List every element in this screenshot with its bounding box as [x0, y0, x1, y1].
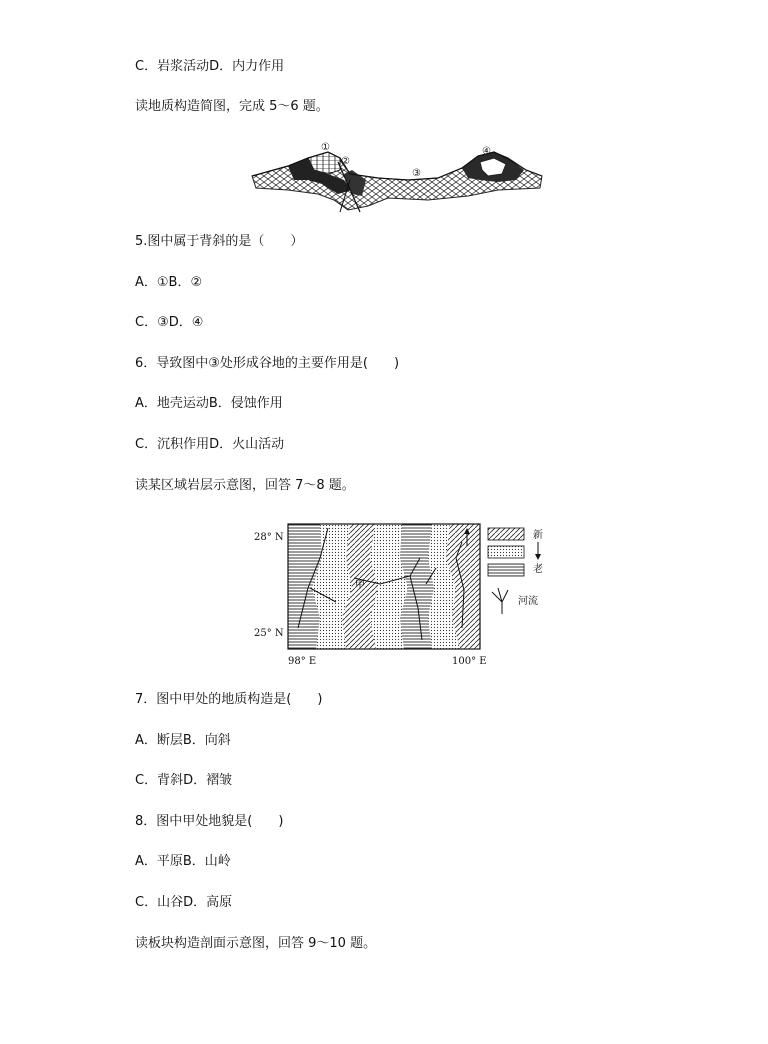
lon-98-label: 98° E — [288, 656, 317, 667]
point-jia-label: 甲 — [355, 580, 365, 591]
question-8: 8．图中甲处地貌是( ) — [135, 814, 284, 829]
question-7: 7．图中甲处的地质构造是( ) — [135, 692, 323, 707]
question-6-options-cd: C．沉积作用D．火山活动 — [135, 437, 285, 452]
text-line-intro-q9-10: 读板块构造剖面示意图，回答 9～10 题。 — [135, 936, 377, 951]
lat-28-label: 28° N — [254, 532, 284, 543]
question-8-options-ab: A．平原B．山岭 — [135, 854, 231, 869]
text-line-intro-q7-8: 读某区域岩层示意图，回答 7～8 题。 — [135, 478, 355, 493]
legend-river-label: 河流 — [518, 596, 538, 607]
legend-new-label: 新 — [533, 530, 543, 541]
marker-3: ③ — [412, 168, 421, 179]
lon-100-label: 100° E — [452, 656, 487, 667]
question-6-options-ab: A．地壳运动B．侵蚀作用 — [135, 396, 283, 411]
question-5: 5.图中属于背斜的是（ ） — [135, 234, 304, 249]
legend-old-label: 老 — [533, 564, 543, 575]
marker-2: ② — [341, 156, 350, 167]
rock-layer-map — [250, 518, 560, 668]
geologic-structure-diagram — [248, 140, 548, 215]
question-6: 6．导致图中③处形成谷地的主要作用是( ) — [135, 356, 400, 371]
question-8-options-cd: C．山谷D．高原 — [135, 895, 233, 910]
question-5-options-cd: C．③D．④ — [135, 315, 204, 330]
lat-25-label: 25° N — [254, 628, 284, 639]
question-7-options-cd: C．背斜D．褶皱 — [135, 773, 233, 788]
text-line-intro-q5-6: 读地质构造简图，完成 5～6 题。 — [135, 99, 329, 114]
marker-1: ① — [321, 142, 330, 153]
question-5-options-ab: A．①B．② — [135, 275, 203, 290]
marker-4: ④ — [482, 146, 491, 157]
question-7-options-ab: A．断层B．向斜 — [135, 733, 231, 748]
text-line-options-cd-q4: C．岩浆活动D．内力作用 — [135, 59, 285, 74]
